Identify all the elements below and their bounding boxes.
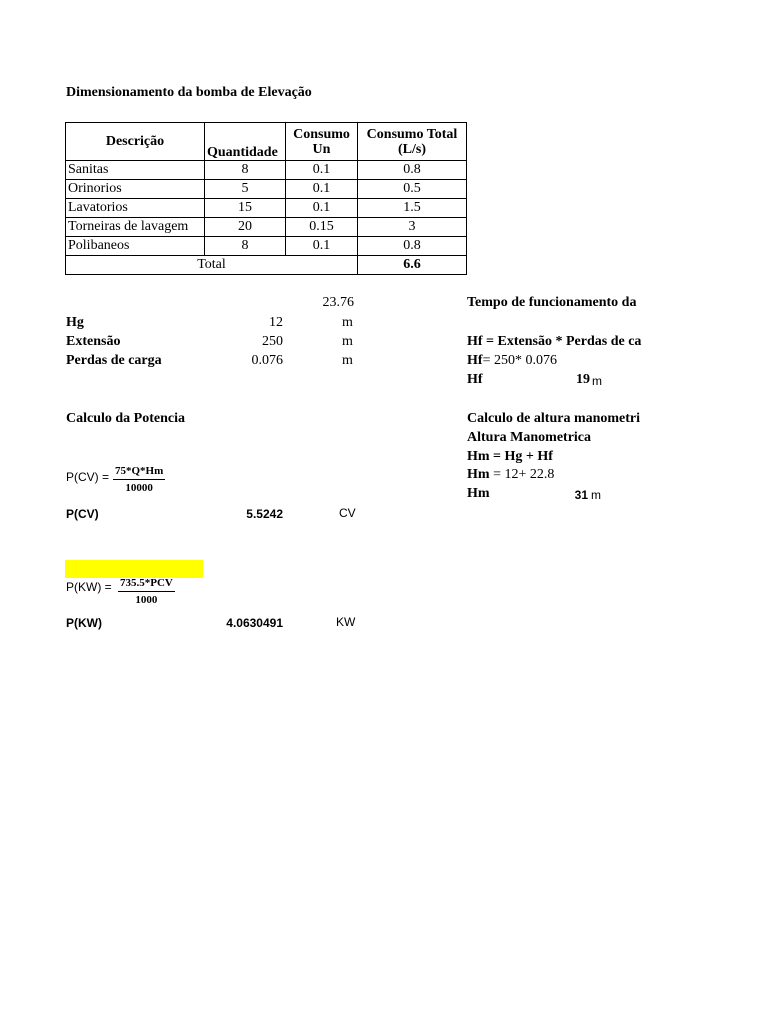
hf-formula: Hf = Extensão * Perdas de ca bbox=[467, 334, 642, 349]
header-quantidade: Quantidade bbox=[205, 123, 286, 161]
hm-equation: Hm = Hg + Hf bbox=[467, 449, 553, 464]
cell-desc: Lavatorios bbox=[66, 199, 205, 218]
header-consumo-un: Consumo Un bbox=[286, 123, 358, 161]
cell-un: 0.1 bbox=[286, 199, 358, 218]
total-value: 6.6 bbox=[358, 256, 467, 275]
hf-unit: m bbox=[592, 374, 602, 388]
consumption-table bbox=[65, 122, 467, 275]
pcv-formula-label: P(CV) = bbox=[66, 470, 110, 484]
cell-desc: Sanitas bbox=[66, 161, 205, 180]
cell-total: 0.8 bbox=[358, 161, 467, 180]
highlighted-cell bbox=[65, 560, 203, 578]
perdas-unit: m bbox=[342, 353, 353, 368]
header-consumo-total: Consumo Total (L/s) bbox=[358, 123, 467, 161]
hf-label: Hf bbox=[467, 372, 483, 387]
cell-qty: 8 bbox=[205, 161, 286, 180]
extensao-unit: m bbox=[342, 334, 353, 349]
hf-substitution: Hf= 250* 0.076 bbox=[467, 353, 557, 368]
pcv-numerator: 75*Q*Hm bbox=[113, 465, 165, 480]
cell-un: 0.1 bbox=[286, 237, 358, 256]
pkw-formula-label: P(KW) = bbox=[66, 580, 112, 594]
cell-total: 0.5 bbox=[358, 180, 467, 199]
pkw-numerator: 735.5*PCV bbox=[118, 577, 175, 592]
pkw-value: 4.0630491 bbox=[226, 616, 283, 630]
table-row bbox=[66, 218, 467, 237]
cell-un: 0.1 bbox=[286, 161, 358, 180]
cell-total: 0.8 bbox=[358, 237, 467, 256]
tempo-funcionamento-heading: Tempo de funcionamento da bbox=[467, 295, 637, 310]
header-descricao: Descrição bbox=[66, 123, 205, 161]
perdas-label: Perdas de carga bbox=[66, 353, 162, 368]
pkw-label: P(KW) bbox=[66, 616, 102, 630]
hg-unit: m bbox=[342, 315, 353, 330]
cell-qty: 20 bbox=[205, 218, 286, 237]
cell-total: 1.5 bbox=[358, 199, 467, 218]
hg-value: 12 bbox=[269, 315, 283, 330]
cell-qty: 8 bbox=[205, 237, 286, 256]
cell-un: 0.15 bbox=[286, 218, 358, 237]
table-row bbox=[66, 180, 467, 199]
pcv-unit: CV bbox=[339, 506, 356, 520]
cell-desc: Torneiras de lavagem bbox=[66, 218, 205, 237]
cell-un: 0.1 bbox=[286, 180, 358, 199]
table-row bbox=[66, 199, 467, 218]
hm-substitution: Hm = 12+ 22.8 bbox=[467, 467, 555, 482]
extensao-label: Extensão bbox=[66, 334, 121, 349]
table-header-row bbox=[66, 123, 467, 161]
total-label: Total bbox=[66, 256, 358, 275]
hm-unit: m bbox=[591, 488, 601, 502]
cell-qty: 5 bbox=[205, 180, 286, 199]
top-value: 23.76 bbox=[322, 295, 354, 310]
pcv-denominator: 10000 bbox=[125, 482, 153, 494]
pkw-unit: KW bbox=[336, 615, 356, 629]
table-row bbox=[66, 161, 467, 180]
hf-value: 19 bbox=[576, 372, 590, 387]
perdas-value: 0.076 bbox=[251, 353, 283, 368]
hm-value: 31 bbox=[574, 488, 588, 502]
cell-qty: 15 bbox=[205, 199, 286, 218]
pkw-fraction bbox=[118, 577, 175, 606]
pkw-denominator: 1000 bbox=[135, 594, 158, 606]
pcv-fraction bbox=[113, 465, 165, 494]
table-row bbox=[66, 237, 467, 256]
cell-desc: Polibaneos bbox=[66, 237, 205, 256]
altura-subheading: Altura Manometrica bbox=[467, 430, 592, 445]
hm-label: Hm bbox=[467, 486, 490, 501]
pcv-label: P(CV) bbox=[66, 507, 99, 521]
pcv-value: 5.5242 bbox=[246, 507, 283, 521]
extensao-value: 250 bbox=[262, 334, 283, 349]
altura-heading: Calculo de altura manometri bbox=[467, 411, 641, 426]
cell-desc: Orinorios bbox=[66, 180, 205, 199]
cell-total: 3 bbox=[358, 218, 467, 237]
table-total-row bbox=[66, 256, 467, 275]
hg-label: Hg bbox=[66, 315, 84, 330]
potencia-heading: Calculo da Potencia bbox=[66, 411, 185, 426]
page-title: Dimensionamento da bomba de Elevação bbox=[66, 85, 312, 100]
